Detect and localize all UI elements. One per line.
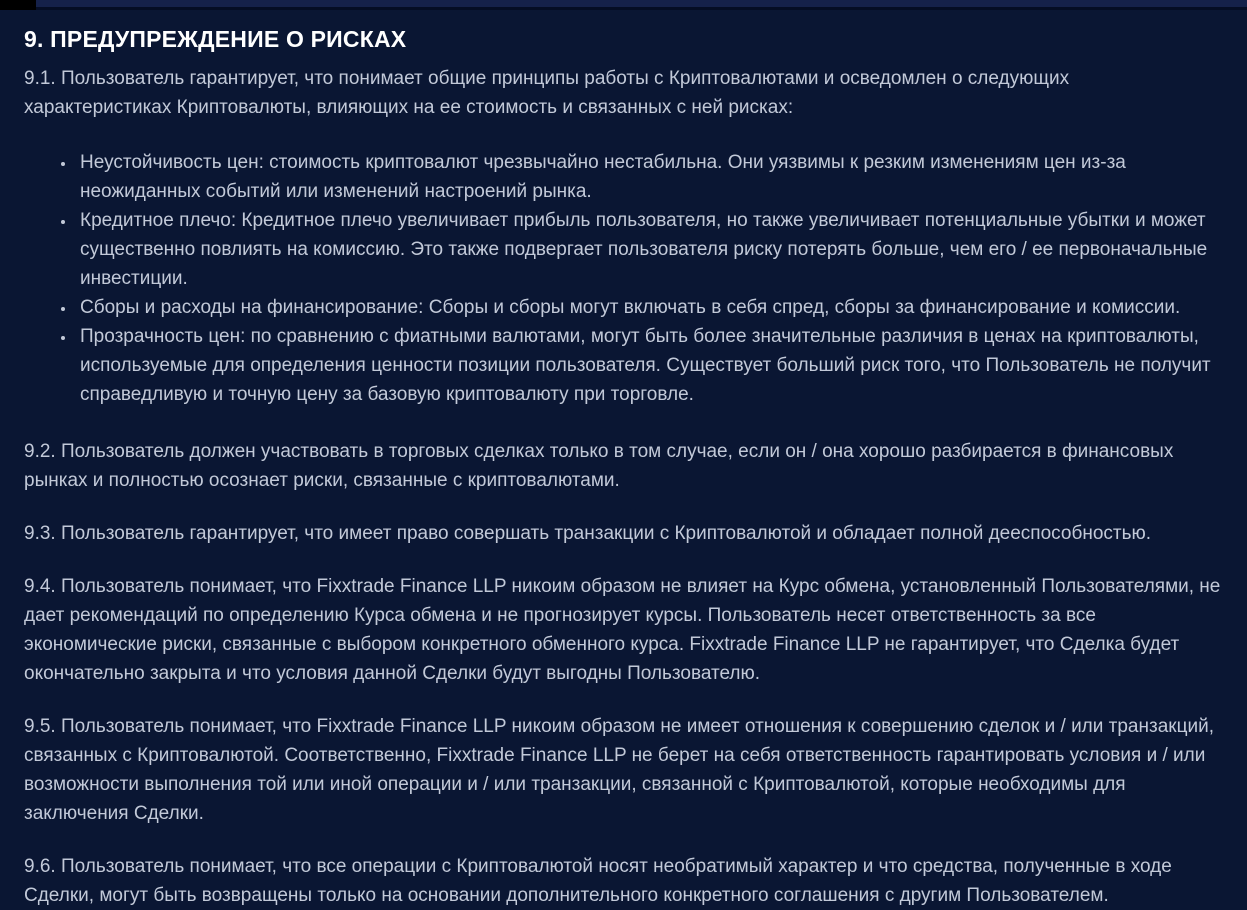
paragraph-9-5: 9.5. Пользователь понимает, что Fixxtrade Finance LLP никоим образом не имеет отношения к совершению сделок и / или транзакций, связанных с Криптовалютой. Соответственно, Fixxtrade Finance LLP не берет на себя ответственность гарантировать условия и / или возможности выполнения той или иной операции и / или транзакции, связанной с Криптовалютой, которые необходимы для заключения Сделки. xyxy=(24,716,1214,824)
list-item: • Сборы и расходы на финансирование: Сборы и сборы могут включать в себя спред, сборы за финансирование и комиссии. xyxy=(76,293,1221,322)
section-heading: 9. ПРЕДУПРЕЖДЕНИЕ О РИСКАХ xyxy=(24,26,407,52)
top-edge-strip xyxy=(0,0,1247,10)
list-item: • Прозрачность цен: по сравнению с фиатными валютами, могут быть более значительные различия в ценах на криптовалюты, используемые для определения ценности позиции пользователя. Существует больший риск того, что Пользователь не получит справедливую и точную цену за базовую криптовалюту при торговле. xyxy=(76,322,1221,409)
paragraph-9-3: 9.3. Пользователь гарантирует, что имеет право совершать транзакции с Криптовалютой и обладает полной дееспособностью. xyxy=(24,523,1152,544)
paragraph-9-1: 9.1. Пользователь гарантирует, что понимает общие принципы работы с Криптовалютами и осведомлен о следующих характеристиках Криптовалюты, влияющих на ее стоимость и связанных с ней рисках: xyxy=(24,68,1070,118)
paragraph-9-2: 9.2. Пользователь должен участвовать в торговых сделках только в том случае, если он / она хорошо разбирается в финансовых рынках и полностью осознает риски, связанные с криптовалютами. xyxy=(24,441,1174,491)
list-item: • Неустойчивость цен: стоимость криптовалют чрезвычайно нестабильна. Они уязвимы к резким изменениям цен из-за неожиданных событий или изменений настроений рынка. xyxy=(76,148,1221,206)
paragraph-9-4: 9.4. Пользователь понимает, что Fixxtrade Finance LLP никоим образом не влияет на Курс обмена, установленный Пользователями, не дает рекомендаций по определению Курса обмена и не прогнозирует курсы. Пользователь несет ответственность за все экономические риски, связанные с выбором конкретного обменного курса. Fixxtrade Finance LLP не гарантирует, что Сделка будет окончательно закрыта и что условия данной Сделки будут выгодны Пользователю. xyxy=(24,576,1221,684)
document-content xyxy=(0,10,1247,910)
top-left-notch xyxy=(0,0,36,10)
risk-bullet-list xyxy=(24,148,1221,409)
list-item: • Кредитное плечо: Кредитное плечо увеличивает прибыль пользователя, но также увеличивает потенциальные убытки и может существенно повлиять на комиссию. Это также подвергает пользователя риску потерять больше, чем его / ее первоначальные инвестиции. xyxy=(76,206,1221,293)
paragraph-9-6: 9.6. Пользователь понимает, что все операции с Криптовалютой носят необратимый характер и что средства, полученные в ходе Сделки, могут быть возвращены только на основании дополнительного конкретного соглашения с другим Пользователем. xyxy=(24,856,1172,906)
